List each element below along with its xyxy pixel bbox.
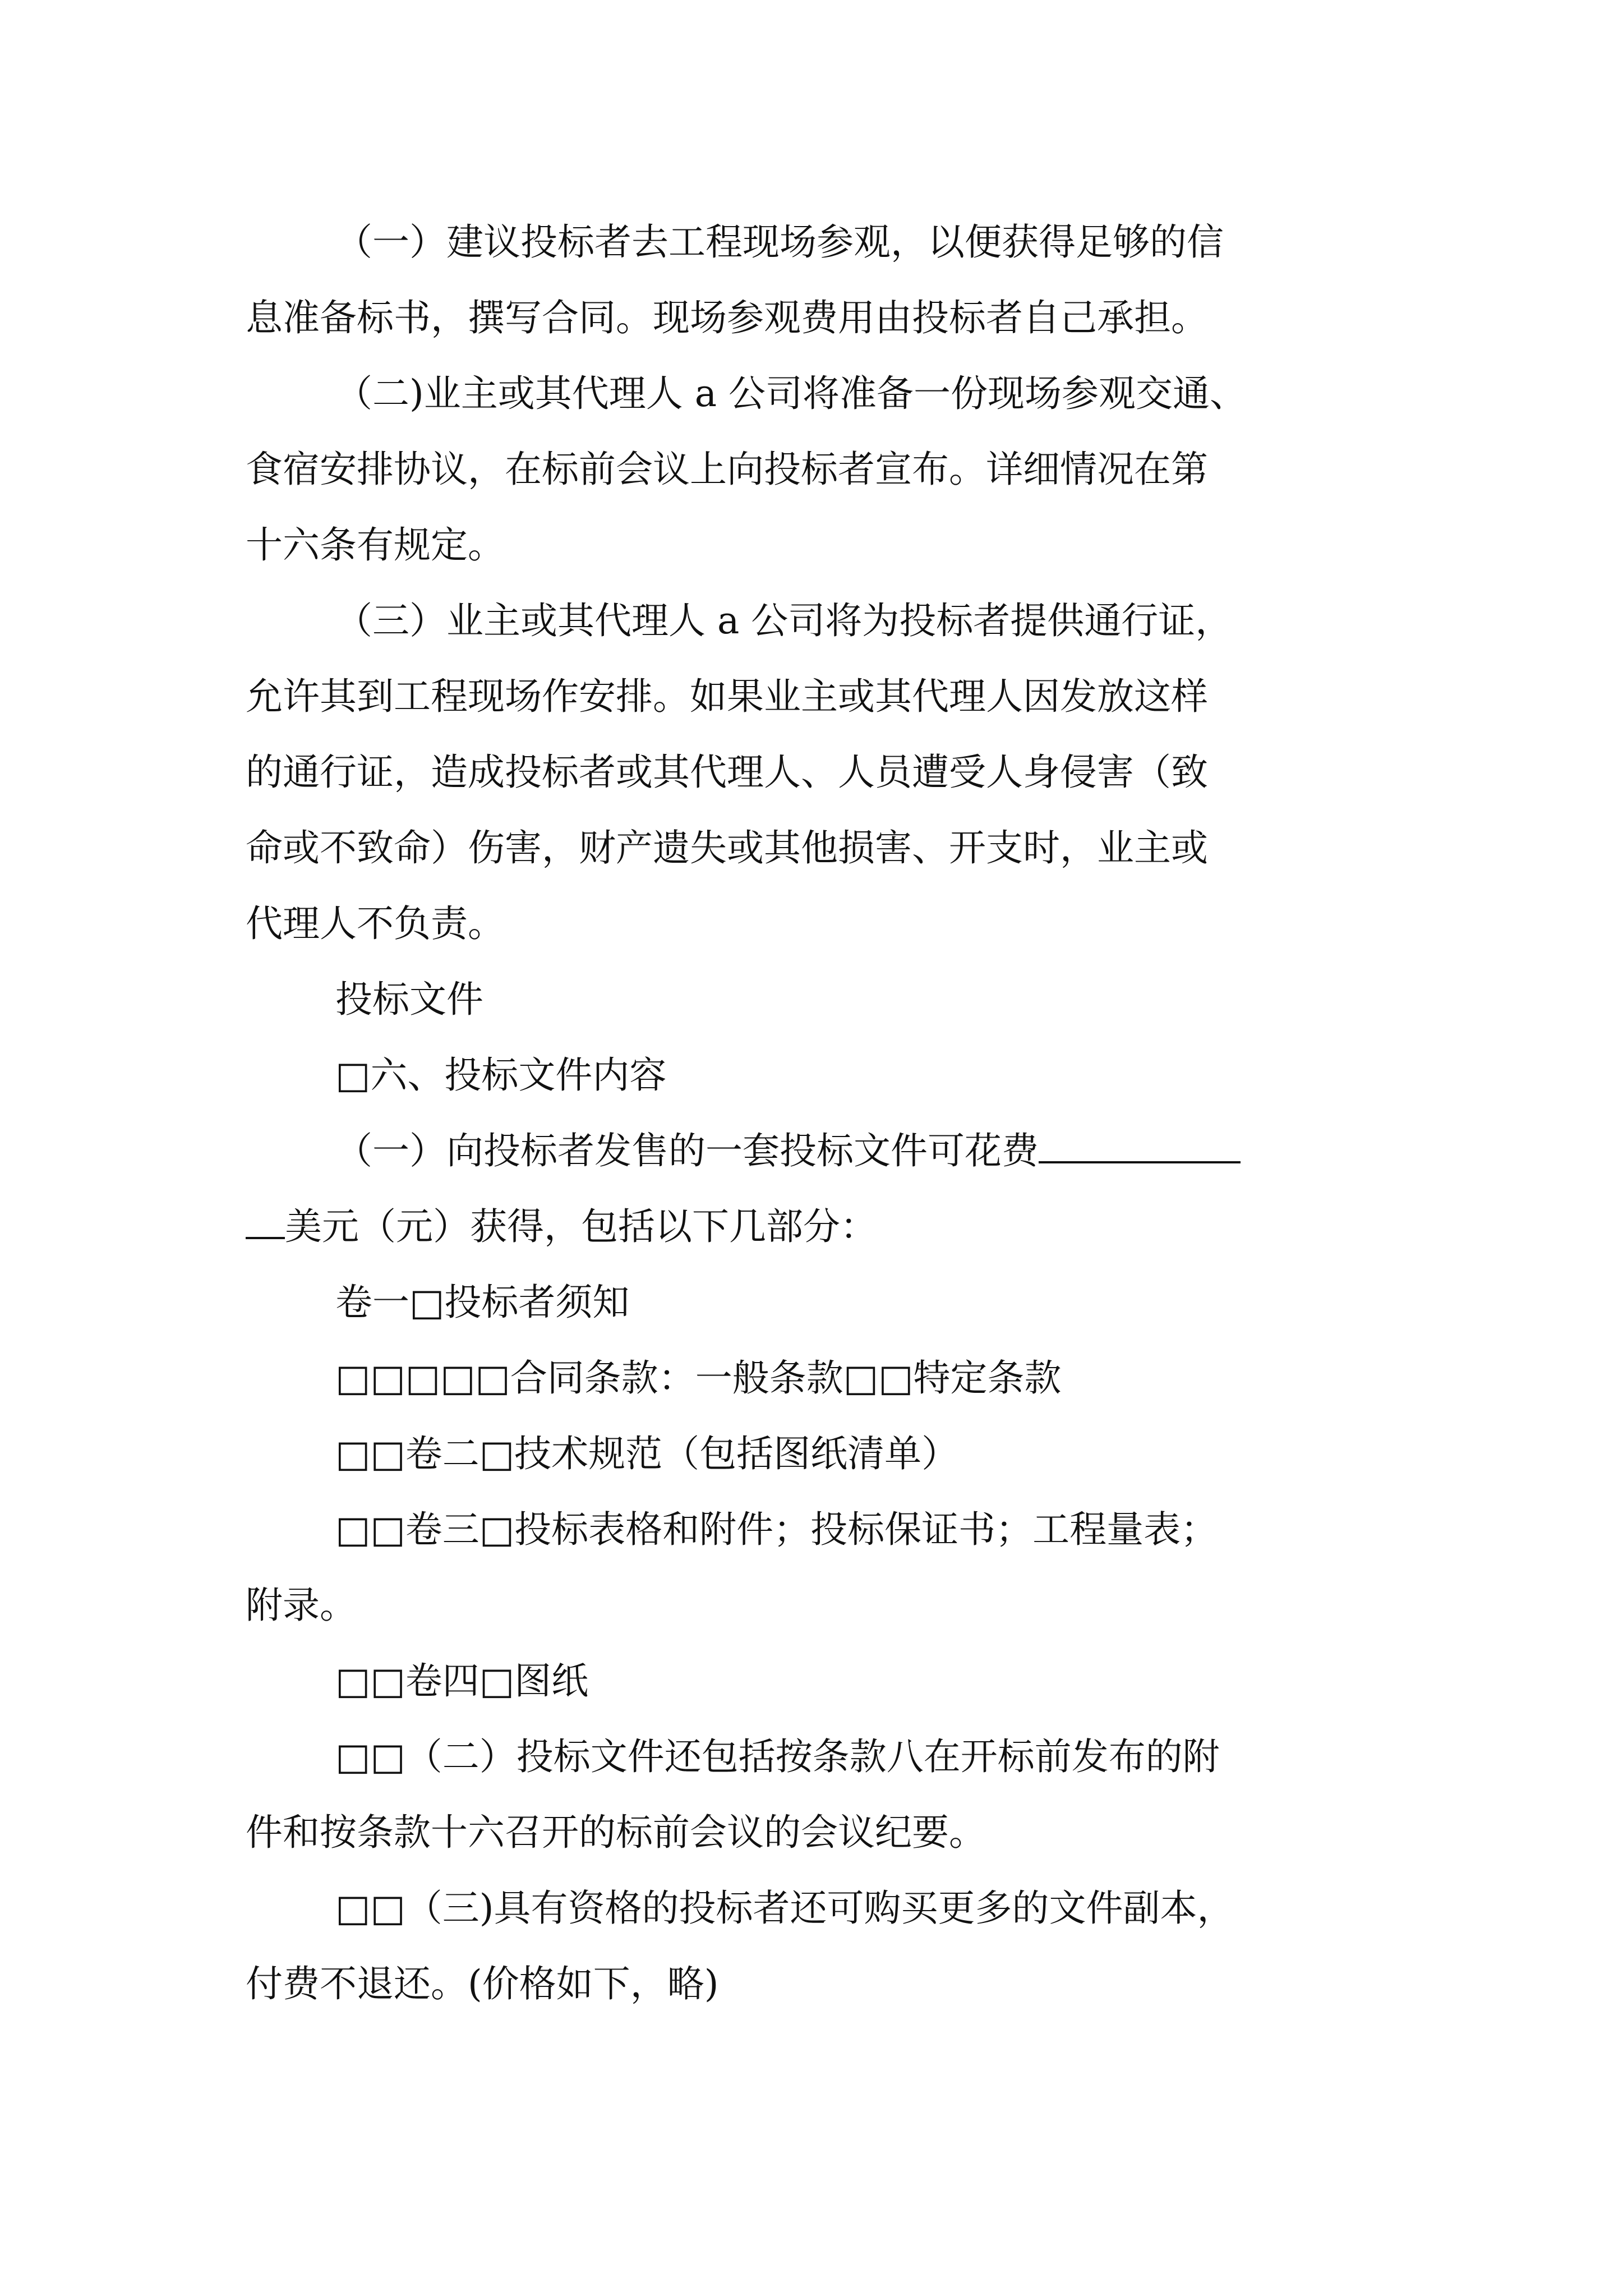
paragraph-line: 件和按条款十六召开的标前会议的会议纪要。: [246, 1811, 986, 1854]
paragraph-line: □□（二）投标文件还包括按条款八在开标前发布的附: [335, 1735, 1220, 1778]
paragraph-line: □□（三)具有资格的投标者还可购买更多的文件副本，: [335, 1887, 1234, 1930]
paragraph-line: 允许其到工程现场作安排。如果业主或其代理人因发放这样: [246, 675, 1208, 718]
paragraph-line: （二)业主或其代理人 a 公司将准备一份现场参观交通、: [335, 372, 1247, 415]
document-body: [246, 204, 1378, 2022]
paragraph-line: 代理人不负责。: [246, 902, 505, 945]
section-heading: □六、投标文件内容: [335, 1053, 667, 1097]
paragraph-line: 食宿安排协议，在标前会议上向投标者宣布。详细情况在第: [246, 448, 1208, 491]
paragraph-line: 息准备标书，撰写合同。现场参观费用由投标者自己承担。: [246, 296, 1208, 339]
fill-in-blank: [246, 1200, 285, 1239]
paragraph-text: （一）向投标者发售的一套投标文件可花费: [335, 1129, 1039, 1172]
list-item: □□□□□合同条款：一般条款□□特定条款: [335, 1356, 1062, 1400]
list-item: 卷一□投标者须知: [335, 1281, 630, 1324]
paragraph-line: （一）建议投标者去工程现场参观，以便获得足够的信: [335, 220, 1224, 264]
paragraph-text: 美元（元）获得，包括以下几部分：: [285, 1205, 877, 1248]
paragraph-line: 命或不致命）伤害，财产遗失或其他损害、开支时，业主或: [246, 826, 1208, 869]
list-item: □□卷三□投标表格和附件；投标保证书；工程量表；: [335, 1508, 1218, 1551]
list-item-continuation: 附录。: [246, 1584, 357, 1627]
list-item: □□卷四□图纸: [335, 1659, 589, 1703]
fill-in-blank: [1039, 1124, 1241, 1163]
paragraph-line: 的通行证，造成投标者或其代理人、人员遭受人身侵害（致: [246, 751, 1208, 794]
paragraph-line: [246, 1113, 1378, 1189]
paragraph-line: 十六条有规定。: [246, 523, 505, 567]
paragraph-line: （三）业主或其代理人 a 公司将为投标者提供通行证，: [335, 599, 1233, 642]
paragraph-line: [246, 1189, 1378, 1264]
section-heading: 投标文件: [335, 978, 483, 1021]
paragraph-line: 付费不退还。(价格如下，略): [246, 1962, 719, 2005]
list-item: □□卷二□技术规范（包括图纸清单）: [335, 1432, 959, 1475]
